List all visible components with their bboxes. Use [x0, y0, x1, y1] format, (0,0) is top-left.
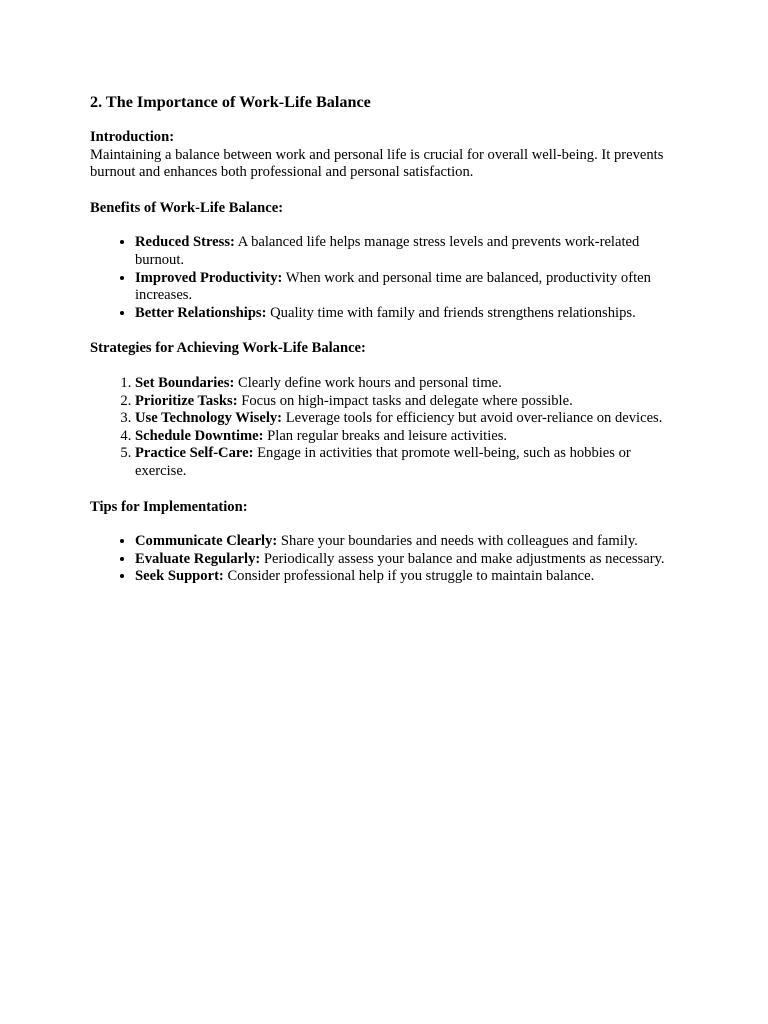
introduction-section [90, 129, 680, 182]
strategy-text: Focus on high-impact tasks and delegate where possible. [237, 392, 573, 409]
benefits-list [90, 234, 680, 322]
strategy-text: Engage in activities that promote well-being, such as hobbies or exercise. [135, 445, 631, 479]
tip-label: Communicate Clearly: [135, 533, 278, 550]
benefit-label: Improved Productivity: [135, 269, 283, 286]
strategy-label: Use Technology Wisely: [135, 410, 283, 427]
strategy-text: Plan regular breaks and leisure activities. [263, 427, 508, 444]
document-title: 2. The Importance of Work-Life Balance [90, 93, 371, 111]
benefit-text: A balanced life helps manage stress levels and prevents work-related burnout. [135, 234, 640, 268]
list-item [135, 393, 680, 411]
benefit-label: Reduced Stress: [135, 234, 235, 251]
strategy-label: Set Boundaries: [135, 374, 235, 391]
list-item [135, 551, 680, 569]
tip-text: Share your boundaries and needs with colleagues and family. [277, 533, 638, 550]
tip-text: Consider professional help if you struggle to maintain balance. [223, 568, 595, 585]
list-item [135, 270, 680, 305]
strategy-text: Leverage tools for efficiency but avoid over-reliance on devices. [282, 410, 663, 427]
list-item [135, 305, 680, 323]
introduction-text: Maintaining a balance between work and personal life is crucial for overall well-being. It prevents burnout and enhances both professional and personal satisfaction. [90, 146, 664, 181]
list-item [135, 533, 680, 551]
list-item [135, 410, 680, 428]
tip-text: Periodically assess your balance and make adjustments as necessary. [260, 550, 665, 567]
strategies-heading: Strategies for Achieving Work-Life Balance: [90, 340, 366, 357]
tips-list [90, 533, 680, 586]
list-item [135, 375, 680, 393]
tip-label: Evaluate Regularly: [135, 550, 261, 567]
list-item [135, 568, 680, 586]
strategy-label: Schedule Downtime: [135, 427, 264, 444]
list-item [135, 445, 680, 480]
strategy-label: Prioritize Tasks: [135, 392, 238, 409]
strategies-list [90, 375, 680, 481]
list-item [135, 234, 680, 269]
list-item [135, 428, 680, 446]
benefit-text: Quality time with family and friends strengthens relationships. [266, 304, 636, 321]
tip-label: Seek Support: [135, 568, 224, 585]
benefit-label: Better Relationships: [135, 304, 267, 321]
tips-heading: Tips for Implementation: [90, 498, 248, 515]
document-page [90, 92, 680, 604]
introduction-heading: Introduction: [90, 129, 175, 145]
benefits-heading: Benefits of Work-Life Balance: [90, 199, 284, 216]
strategy-text: Clearly define work hours and personal time. [234, 374, 502, 391]
strategy-label: Practice Self-Care: [135, 445, 254, 462]
benefit-text: When work and personal time are balanced, productivity often increases. [135, 269, 651, 304]
